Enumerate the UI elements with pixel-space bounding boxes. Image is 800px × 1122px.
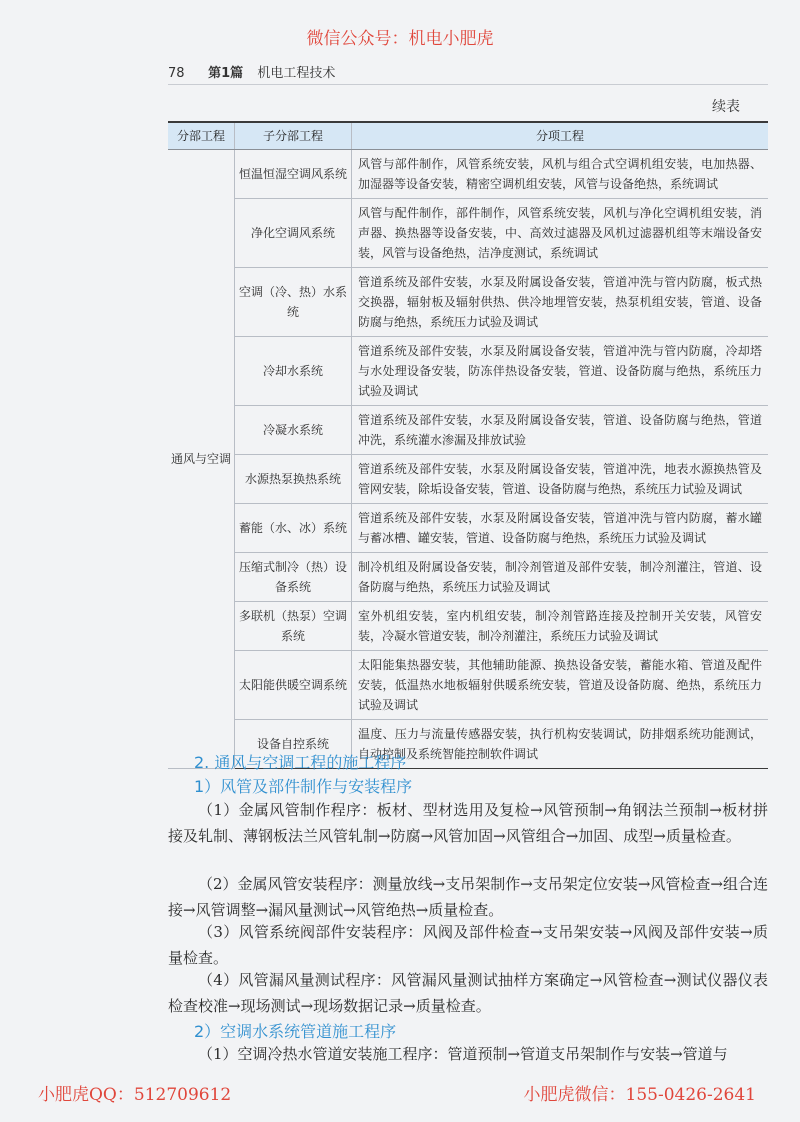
table-row (168, 199, 768, 268)
items-cell: 管道系统及部件安装，水泵及附属设备安装，管道、设备防腐与绝热，管道冲洗，系统灌水渗漏及排放试验 (352, 406, 769, 455)
table-row (168, 504, 768, 553)
items-cell: 管道系统及部件安装，水泵及附属设备安装，管道冲洗与管内防腐，冷却塔与水处理设备安装，防冻伴热设备安装，管道、设备防腐与绝热，系统压力试验及调试 (352, 337, 769, 406)
subdivision-cell: 空调（冷、热）水系统 (235, 268, 352, 337)
items-cell: 管道系统及部件安装，水泵及附属设备安装，管道冲洗，地表水源换热管及管网安装，除垢设备安装，管道、设备防腐与绝热，系统压力试验及调试 (352, 455, 769, 504)
table-row (168, 455, 768, 504)
category-cell: 通风与空调 (168, 150, 235, 769)
subdivision-cell: 净化空调风系统 (235, 199, 352, 268)
table-header-row (168, 122, 768, 150)
items-cell: 温度、压力与流量传感器安装，执行机构安装调试，防排烟系统功能测试，自动控制及系统智能控制软件调试 (352, 720, 769, 769)
table-row (168, 337, 768, 406)
footer-qq: 小肥虎QQ：512709612 (38, 1085, 232, 1105)
page-header (168, 62, 768, 81)
col-header-division: 分部工程 (168, 122, 235, 150)
paragraph: （4）风管漏风量测试程序：风管漏风量测试抽样方案确定→风管检查→测试仪器仪表检查校准→现场测试→现场数据记录→质量检查。 (168, 971, 768, 1015)
items-cell: 制冷机组及附属设备安装，制冷剂管道及部件安装，制冷剂灌注，管道、设备防腐与绝热，系统压力试验及调试 (352, 553, 769, 602)
chapter-title: 机电工程技术 (257, 66, 336, 81)
continued-label: 续表 (712, 99, 740, 115)
items-cell: 太阳能集热器安装，其他辅助能源、换热设备安装，蓄能水箱、管道及配件安装，低温热水地板辐射供暖系统安装，管道及设备防腐、绝热，系统压力试验及调试 (352, 651, 769, 720)
col-header-items: 分项工程 (352, 122, 769, 150)
subdivision-cell: 水源热泵换热系统 (235, 455, 352, 504)
page-number: 78 (168, 66, 185, 81)
table-row (168, 406, 768, 455)
table-row (168, 150, 768, 199)
subsection-heading: 2）空调水系统管道施工程序 (194, 1022, 397, 1041)
footer-wechat: 小肥虎微信：155-0426-2641 (523, 1085, 756, 1105)
table-row (168, 553, 768, 602)
table-row (168, 651, 768, 720)
subdivision-cell: 太阳能供暖空调系统 (235, 651, 352, 720)
paragraph: （1）金属风管制作程序：板材、型材选用及复检→风管预制→角钢法兰预制→板材拼接及轧制、薄钢板法兰风管轧制→防腐→风管加固→风管组合→加固、成型→质量检查。 (168, 801, 768, 845)
chapter-label: 第1篇 (208, 66, 244, 81)
items-cell: 风管与配件制作，部件制作，风管系统安装，风机与净化空调机组安装，消声器、换热器等设备安装，中、高效过滤器及风机过滤器机组等末端设备安装，风管与设备绝热，洁净度测试，系统调试 (352, 199, 769, 268)
items-cell: 管道系统及部件安装，水泵及附属设备安装，管道冲洗与管内防腐，板式热交换器，辐射板及辐射供热、供冷地埋管安装，热泵机组安装，管道、设备防腐与绝热，系统压力试验及调试 (352, 268, 769, 337)
subdivision-cell: 冷凝水系统 (235, 406, 352, 455)
items-cell: 风管与部件制作，风管系统安装，风机与组合式空调机组安装，电加热器、加湿器等设备安装，精密空调机组安装，风管与设备绝热，系统调试 (352, 150, 769, 199)
paragraph: （3）风管系统阀部件安装程序：风阀及部件检查→支吊架安装→风阀及部件安装→质量检查。 (168, 923, 768, 967)
subdivision-cell: 蓄能（水、冰）系统 (235, 504, 352, 553)
items-cell: 管道系统及部件安装，水泵及附属设备安装，管道冲洗与管内防腐，蓄水罐与蓄冰槽、罐安装，管道、设备防腐与绝热，系统压力试验及调试 (352, 504, 769, 553)
table-row (168, 602, 768, 651)
subdivision-cell: 设备自控系统 (235, 720, 352, 769)
subsection-heading: 1）风管及部件制作与安装程序 (194, 777, 413, 796)
col-header-subdivision: 子分部工程 (235, 122, 352, 150)
subdivision-cell: 多联机（热泵）空调系统 (235, 602, 352, 651)
paragraph: （2）金属风管安装程序：测量放线→支吊架制作→支吊架定位安装→风管检查→组合连接→风管调整→漏风量测试→风管绝热→质量检查。 (168, 875, 768, 919)
section-heading: 2. 通风与空调工程的施工程序 (194, 753, 407, 772)
watermark-top: 微信公众号：机电小肥虎 (306, 29, 494, 49)
subdivision-cell: 恒温恒湿空调风系统 (235, 150, 352, 199)
project-table (168, 121, 768, 769)
table-row (168, 268, 768, 337)
header-divider (168, 84, 768, 85)
subdivision-cell: 冷却水系统 (235, 337, 352, 406)
items-cell: 室外机组安装，室内机组安装，制冷剂管路连接及控制开关安装，风管安装，冷凝水管道安装，制冷剂灌注，系统压力试验及调试 (352, 602, 769, 651)
paragraph: （1）空调冷热水管道安装施工程序：管道预制→管道支吊架制作与安装→管道与 (198, 1045, 728, 1063)
subdivision-cell: 压缩式制冷（热）设备系统 (235, 553, 352, 602)
